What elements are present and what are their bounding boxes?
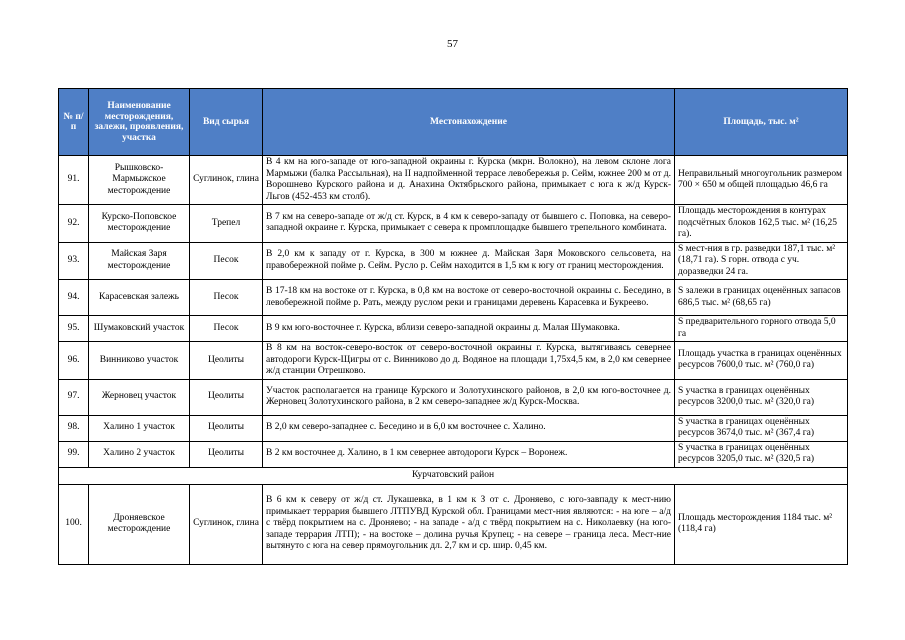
row-num: 93. bbox=[59, 242, 89, 280]
row-area: Площадь месторождения 1184 тыс. м² (118,4 га) bbox=[675, 484, 848, 564]
row-name: Майская Заря месторождение bbox=[89, 242, 190, 280]
row-num: 92. bbox=[59, 205, 89, 243]
header-material: Вид сырья bbox=[190, 89, 263, 156]
row-name: Дроняевское месторождение bbox=[89, 484, 190, 564]
row-name: Халино 1 участок bbox=[89, 415, 190, 441]
row-location: В 7 км на северо-западе от ж/д ст. Курск, в 4 км к северо-западу от бывшего с. Поповка, на северо-западной окраине г. Курска, примыкает с севера к промплощадке бывшего трепельного комбината. bbox=[263, 205, 675, 243]
row-location: Участок располагается на границе Курского и Золотухинского районов, в 2,0 км юго-восточнее д. Жерновец Золотухинского района, в 2 км северо-западнее ж/д Курск-Москва. bbox=[263, 379, 675, 415]
row-area: S участка в границах оценённых ресурсов 3200,0 тыс. м² (320,0 га) bbox=[675, 379, 848, 415]
row-area: Неправильный многоугольник размером 700 × 650 м общей площадью 46,6 га bbox=[675, 156, 848, 205]
table-row bbox=[59, 280, 848, 316]
table-row bbox=[59, 484, 848, 564]
header-name: Наименование месторождения, залежи, проявления, участка bbox=[89, 89, 190, 156]
row-location: В 2,0 км северо-западнее с. Беседино и в 6,0 км восточнее с. Халино. bbox=[263, 415, 675, 441]
row-num: 98. bbox=[59, 415, 89, 441]
section-row bbox=[59, 467, 848, 484]
row-material: Суглинок, глина bbox=[190, 156, 263, 205]
row-num: 95. bbox=[59, 316, 89, 342]
section-title: Курчатовский район bbox=[59, 467, 848, 484]
row-material: Цеолиты bbox=[190, 441, 263, 467]
row-material: Трепел bbox=[190, 205, 263, 243]
row-location: В 9 км юго-восточнее г. Курска, вблизи северо-западной окраины д. Малая Шумаковка. bbox=[263, 316, 675, 342]
table-row bbox=[59, 242, 848, 280]
table-row bbox=[59, 205, 848, 243]
row-material: Цеолиты bbox=[190, 342, 263, 380]
row-name: Шумаковский участок bbox=[89, 316, 190, 342]
row-name: Курско-Поповское месторождение bbox=[89, 205, 190, 243]
row-name: Карасевская залежь bbox=[89, 280, 190, 316]
table-header-row bbox=[59, 89, 848, 156]
header-area: Площадь, тыс. м² bbox=[675, 89, 848, 156]
row-material: Цеолиты bbox=[190, 415, 263, 441]
table-row bbox=[59, 379, 848, 415]
table-row bbox=[59, 156, 848, 205]
row-num: 97. bbox=[59, 379, 89, 415]
row-area: Площадь участка в границах оценённых ресурсов 7600,0 тыс. м² (760,0 га) bbox=[675, 342, 848, 380]
table-row bbox=[59, 415, 848, 441]
table-row bbox=[59, 441, 848, 467]
page-number: 57 bbox=[447, 38, 458, 50]
row-area: S предварительного горного отвода 5,0 га bbox=[675, 316, 848, 342]
row-location: В 2 км восточнее д. Халино, в 1 км севернее автодороги Курск – Воронеж. bbox=[263, 441, 675, 467]
row-area: S мест-ния в гр. разведки 187,1 тыс. м² (18,71 га). S горн. отвода с уч. доразведки 24 га. bbox=[675, 242, 848, 280]
row-num: 100. bbox=[59, 484, 89, 564]
header-location: Местонахождение bbox=[263, 89, 675, 156]
row-location: В 17-18 км на востоке от г. Курска, в 0,8 км на востоке от северо-восточной окраины с. Беседино, в левобережной пойме р. Рать, между руслом реки и границами деревень Карасевка и Букреево. bbox=[263, 280, 675, 316]
row-material: Песок bbox=[190, 242, 263, 280]
row-area: S участка в границах оценённых ресурсов 3674,0 тыс. м² (367,4 га) bbox=[675, 415, 848, 441]
row-num: 99. bbox=[59, 441, 89, 467]
header-num: № п/п bbox=[59, 89, 89, 156]
row-name: Халино 2 участок bbox=[89, 441, 190, 467]
row-name: Рышковско-Мармыжское месторождение bbox=[89, 156, 190, 205]
deposits-table bbox=[58, 88, 848, 565]
table-row bbox=[59, 342, 848, 380]
row-num: 91. bbox=[59, 156, 89, 205]
table-row bbox=[59, 316, 848, 342]
row-area: Площадь месторождения в контурах подсчётных блоков 162,5 тыс. м² (16,25 га). bbox=[675, 205, 848, 243]
row-area: S участка в границах оценённых ресурсов 3205,0 тыс. м² (320,5 га) bbox=[675, 441, 848, 467]
row-num: 96. bbox=[59, 342, 89, 380]
row-location: В 2,0 км к западу от г. Курска, в 300 м южнее д. Майская Заря Моковского сельсовета, на правобережной пойме р. Сейм. Русло р. Сейм находится в 1,5 км к югу от границ месторождения. bbox=[263, 242, 675, 280]
row-area: S залежи в границах оценённых запасов 686,5 тыс. м² (68,65 га) bbox=[675, 280, 848, 316]
row-material: Суглинок, глина bbox=[190, 484, 263, 564]
row-location: В 4 км на юго-западе от юго-западной окраины г. Курска (мкрн. Волокно), на левом склоне лога Мармыжи (балка Рассыльная), на II надпойменной террасе левобережья р. Сейм, южнее 200 м от д. Ворошнево Курского района и д. Анахина Октябрьского района, примыкает с юга к ж/д Курск-Льгов (452-453 км столб). bbox=[263, 156, 675, 205]
row-name: Жерновец участок bbox=[89, 379, 190, 415]
row-num: 94. bbox=[59, 280, 89, 316]
row-location: В 6 км к северу от ж/д ст. Лукашевка, в 1 км к З от с. Дроняево, с юго-завпаду к мест-нию примыкает террария бывшего ЛТПУВД Курской обл. Границами мест-ния являются: - на юге – а/д с твёрд покрытием на с. Дроняево; - на западе - а/д с твёрд покрытием на с. Николаевку (на юго-западе террария ЛТП); - на востоке – долина ручья Крупец; - на севере – граница леса. Мест-ние вытянуто с юга на север прямоугольник дл. 2,7 км и ср. шир. 0,45 км. bbox=[263, 484, 675, 564]
row-name: Винниково участок bbox=[89, 342, 190, 380]
row-material: Песок bbox=[190, 280, 263, 316]
row-location: В 8 км на восток-северо-восток от северо-восточной окраины г. Курска, вытягиваясь севернее автодороги Курск-Щигры от с. Винниково до д. Водяное на площади 1,75х4,5 км, в 2,0 км севернее ж/д станции Отрешково. bbox=[263, 342, 675, 380]
row-material: Цеолиты bbox=[190, 379, 263, 415]
row-material: Песок bbox=[190, 316, 263, 342]
